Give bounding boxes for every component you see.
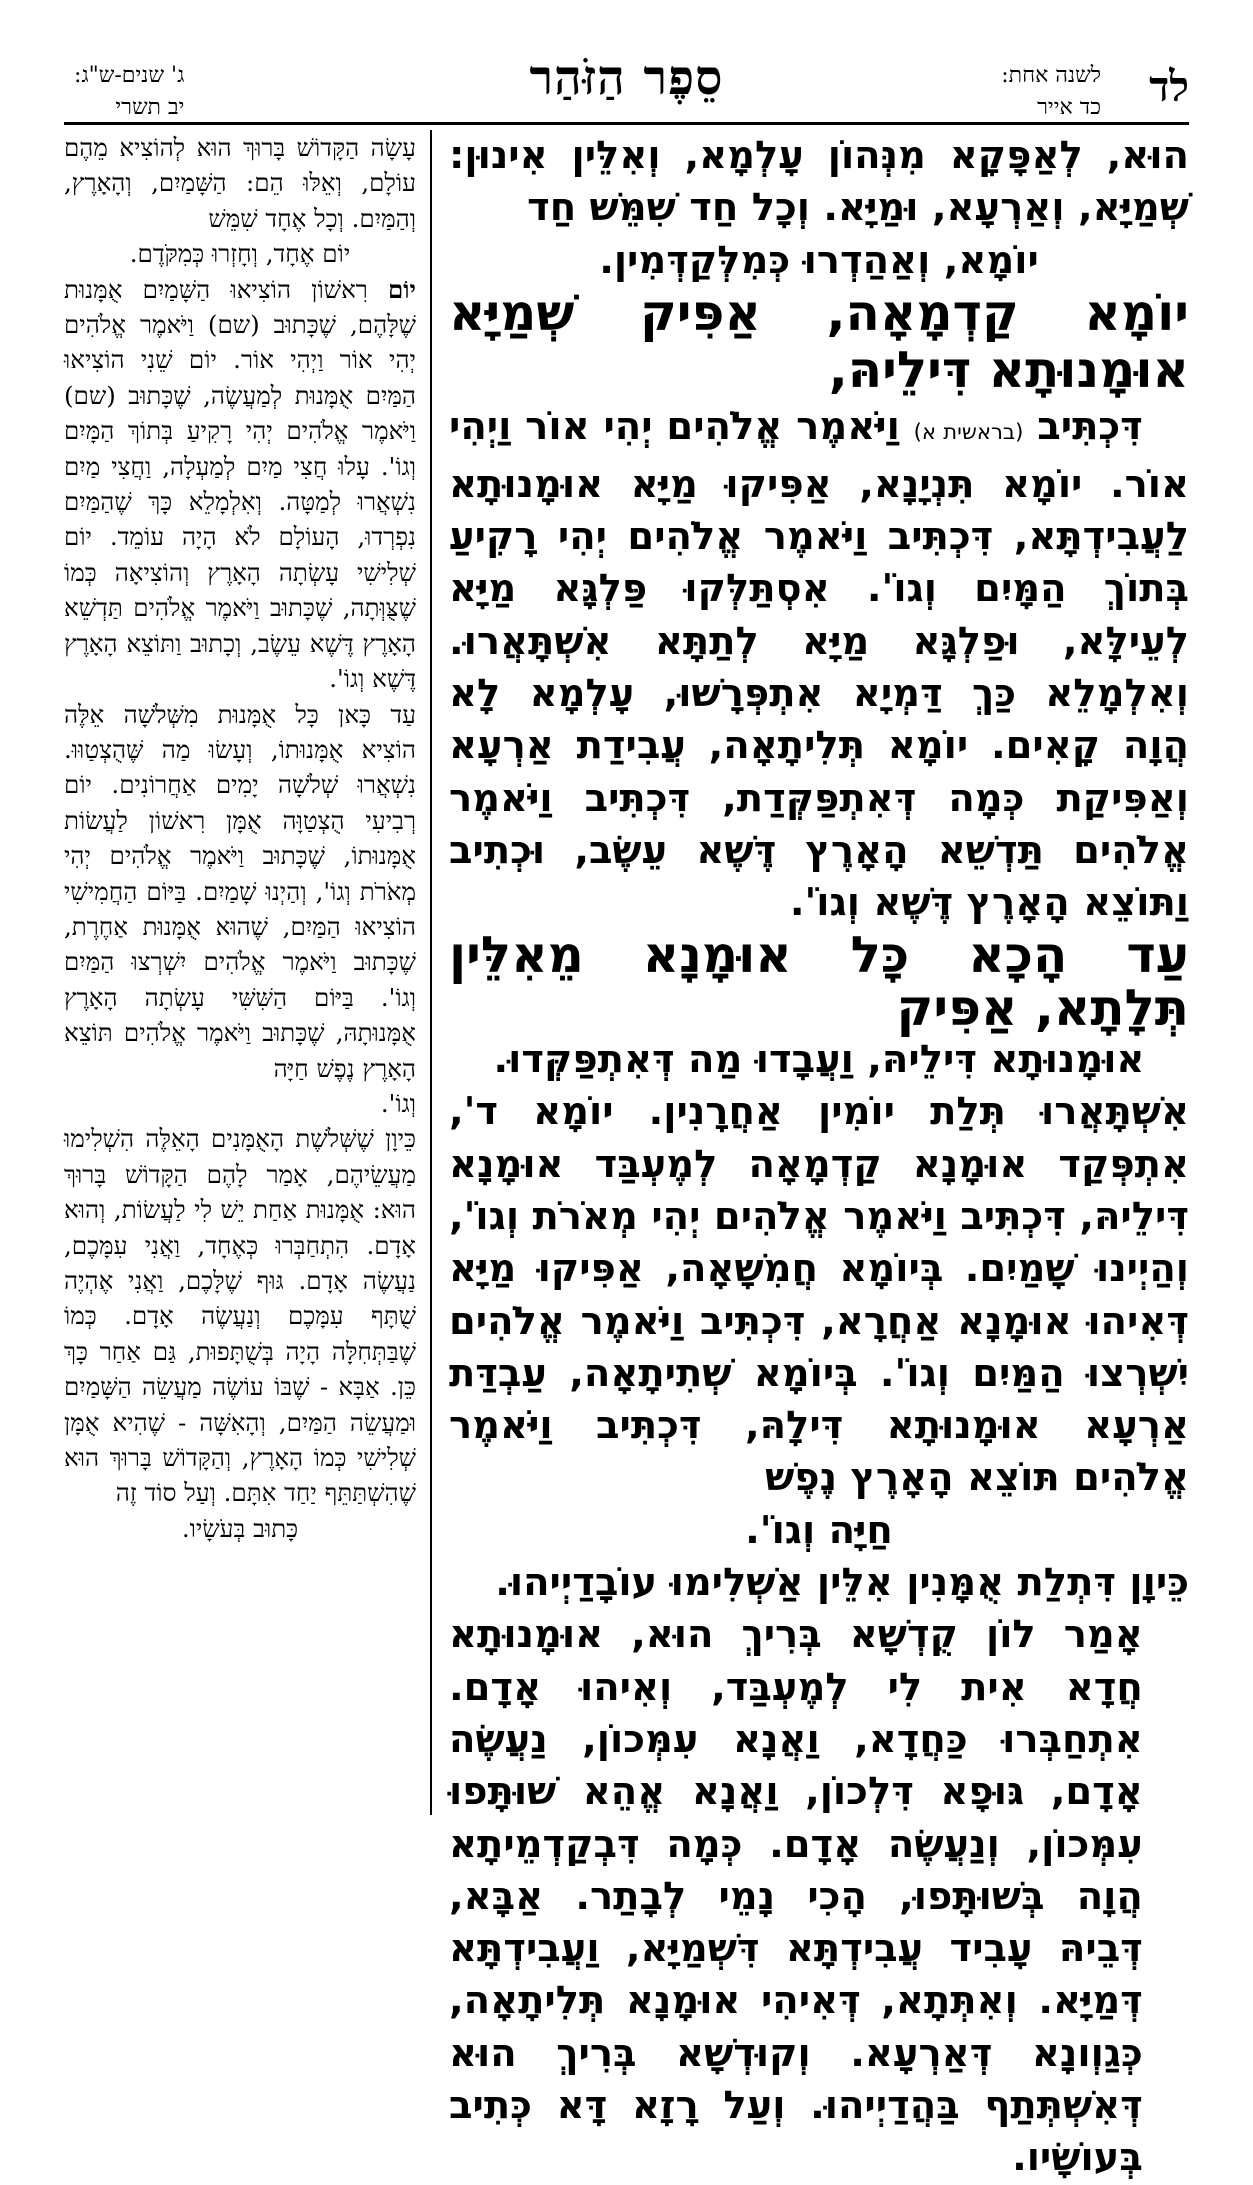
header-right-line2: כד אייר xyxy=(1037,95,1101,120)
source-reference: (בראשית א) xyxy=(913,419,1024,445)
header-rule xyxy=(64,122,1189,125)
column-divider xyxy=(430,130,432,1815)
side-paragraph xyxy=(64,272,416,697)
main-paragraph: אִשְׁתָּאֲרוּ תְּלַת יוֹמִין אַחֲרָנִין. יוֹמָא ד', אִתְפְּקַד אוּמָנָא קַדְמָאָה לְמֶעְבַּד אוּמָנָא דִּילֵיהּ, דִּכְתִּיב וַיֹּאמֶר אֱלֹהִים יְהִי מְאֹרֹת וְגוֹ', וְהַיְינוּ שָׁמַיִם. בְּיוֹמָא חֲמִשָׁאָה, אַפִּיקוּ מַיָּא דְּאִיהוּ אוּמָנָא אַחֲרָא, דִּכְתִּיב וַיֹּאמֶר אֱלֹהִים יִשְׁרְצוּ הַמַּיִם וְגוֹ'. בְּיוֹמָא שְׁתִיתָאָה, עַבְדַּת אַרְעָא אוּמָנוּתָא דִּילָהּ, דִּכְתִּיב וַיֹּאמֶר אֱלֹהִים תּוֹצֵא הָאָרֶץ נֶפֶשׁ xyxy=(449,1089,1189,1501)
header-right-line1: לשנה אחת: xyxy=(1001,63,1101,88)
main-paragraph: חַיָּה וְגוֹ'. xyxy=(745,1507,893,1553)
side-paragraph: כָּתוּב בְּעֹשָׂיו. xyxy=(181,1513,299,1543)
page-header xyxy=(64,50,1189,120)
main-paragraph xyxy=(449,283,1189,930)
hebrew-translation-column xyxy=(64,130,416,1830)
side-paragraph: כֵּיוָן שֶׁשְּׁלֹשֶׁת הָאֻמָּנִים הָאֵלֶּה הִשְׁלִימוּ מַעֲשֵׂיהֶם, אָמַר לָהֶם הַקָּדוֹשׁ בָּרוּךְ הוּא: אֻמָּנוּת אַחַת יֵשׁ לִי לַעֲשׂוֹת, וְהוּא אָדָם. הִתְחַבְּרוּ כְּאֶחָד, וַאֲנִי עִמָּכֶם, נַעֲשֶׂה אָדָם. גּוּף שֶׁלָּכֶם, וַאֲנִי אֶהְיֶה שֻׁתָּף עִמָּכֶם וְנַעֲשֶׂה אָדָם. כְּמוֹ שֶׁבַּתְּחִלָּה הָיָה בְּשֻׁתָּפוּת, גַּם אַחַר כָּךְ כֵּן. אַבָּא - שֶׁבּוֹ עוֹשֶׂה מַעֲשֵׂה הַשָּׁמַיִם וּמַעֲשֵׂה הַמַּיִם, וְהָאִשָּׁה - שֶׁהִיא אֻמָּן שְׁלִישִׁי כְּמוֹ הָאָרֶץ, וְהַקָּדוֹשׁ בָּרוּךְ הוּא שֶׁהִשְׁתַּתֵּף יַחַד אִתָּם. וְעַל סוֹד זֶה xyxy=(64,1124,416,1508)
main-paragraph: עַד הָכָא כָּל אוּמָנָא מֵאִלֵּין תְּלָתָא, אַפִּיק xyxy=(449,926,1189,1037)
aramaic-column xyxy=(449,130,1189,2181)
main-paragraph: אָמַר לוֹן קֻדְשָׁא בְּרִיךְ הוּא, אוּמָנוּתָא חֲדָא אִית לִי לְמֶעְבַּד, וְאִיהוּ אָדָם. אִתְחַבְּרוּ כַּחֲדָא, וַאֲנָא עִמְּכוֹן, נַעֲשֶׂה אָדָם, גּוּפָא דִּלְכוֹן, וַאֲנָא אֱהֵא שׁוּתָּפוּ עִמְּכוֹן, וְנַעֲשֶׂה אָדָם. כְּמָה דִּבְקַדְמֵיתָא הֲוָה בְּשׁוּתָּפוּ, הָכִי נָמֵי לְבָתַר. אַבָּא, דְּבֵיהּ עָבִיד עֲבִידְתָּא דִּשְׁמַיָּא, וַעֲבִידְתָּא דְּמַיָּא. וְאִתְּתָא, דְּאִיהִי אוּמָנָא תְּלִיתָאָה, כְּגַוְונָא דְּאַרְעָא. וְקוּדְשָׁא בְּרִיךְ הוּא דְּאִשְׁתְּתַף בַּהֲדַיְיהוּ. וְעַל רָזָא דָּא כְּתִיב בְּעוֹשָׂיו. xyxy=(449,1612,1143,2181)
main-paragraph: הוּא, לְאַפָּקָא מִנְּהוֹן עָלְמָא, וְאִלֵּין אִינוּן: שְׁמַיָּא, וְאַרְעָא, וּמַיָּא. וְכָל חַד שִׁמֵּשׁ חַד xyxy=(449,133,1189,231)
header-left-line2: יב תשרי xyxy=(115,95,185,120)
main-paragraph: אוּמָנוּתָא דִּילֵיהּ, וַעֲבָדוּ מַה דְּאִתְפַּקְּדוּ. xyxy=(493,1037,1145,1083)
header-cycle-study xyxy=(74,60,184,124)
main-opening-words: יוֹמָא קַדְמָאָה, אַפִּיק שְׁמַיָּא אוּמָנוּתָא דִּילֵיהּ, xyxy=(449,283,1189,400)
header-left-line1: ג' שנים-ש"ג: xyxy=(74,63,185,88)
side-paragraph: וְגוֹ'. xyxy=(380,1088,416,1118)
side-paragraph: עַד כָּאן כָּל אֻמָּנוּת מִשְּׁלֹשָׁה אֵלֶּה הוֹצִיא אֻמָּנוּתוֹ, וְעָשׂוּ מַה שֶּׁהֻצְטַוּוּ. נִשְׁאֲרוּ שְׁלֹשָׁה יָמִים אַחֲרוֹנִים. יוֹם רְבִיעִי הֻצְטַוָּה אֻמָּן רִאשׁוֹן לַעֲשׂוֹת אֻמָּנוּתוֹ, שֶׁכָּתוּב וַיֹּאמֶר אֱלֹהִים יְהִי מְאֹרֹת וְגוֹ', וְהַיְנוּ שָׁמַיִם. בַּיּוֹם הַחֲמִישִׁי הוֹצִיאוּ הַמַּיִם, שֶׁהוּא אֻמָּנוּת אַחֶרֶת, שֶׁכָּתוּב וַיֹּאמֶר אֱלֹהִים יִשְׁרְצוּ הַמַּיִם וְגוֹ'. בַּיּוֹם הַשִּׁשִּׁי עָשְׂתָה הָאָרֶץ אֻמָּנוּתָהּ, שֶׁכָּתוּב וַיֹּאמֶר אֱלֹהִים תּוֹצֵא הָאָרֶץ נֶפֶשׁ חַיָּה xyxy=(64,699,416,1083)
side-opening-word: יוֹם xyxy=(388,274,416,304)
side-paragraph: יוֹם אֶחָד, וְחָזְרוּ כְּמִקֹּדֶם. xyxy=(129,239,351,269)
side-text: רִאשׁוֹן הוֹצִיאוּ הַשָּׁמַיִם אֻמָּנוּת שֶׁלָּהֶם, שֶׁכָּתוּב (שם) וַיֹּאמֶר אֱלֹהִים יְהִי אוֹר וַיְהִי אוֹר. יוֹם שֵׁנִי הוֹצִיאוּ הַמַּיִם אֻמָּנוּת לְמַעֲשֶׂה, שֶׁכָּתוּב (שם) וַיֹּאמֶר אֱלֹהִים יְהִי רָקִיעַ בְּתוֹךְ הַמָּיִם וְגוֹ'. עָלוּ חֲצִי מַיִם לְמַעְלָה, וַחֲצִי מַיִם נִשְׁאֲרוּ לְמַטָּה. וְאִלְמָלֵא כָּךְ שֶׁהַמַּיִם נִפְרְדוּ, הָעוֹלָם לֹא הָיָה עוֹמֵד. יוֹם שְׁלִישִׁי עָשְׂתָה הָאָרֶץ וְהוֹצִיאָה כְּמוֹ שֶׁצֻּוְּתָה, שֶׁכָּתוּב וַיֹּאמֶר אֱלֹהִים תַּדְשֵׁא הָאָרֶץ דֶּשֶׁא עֵשֶׂב, וְכָתוּב וַתּוֹצֵא הָאָרֶץ דֶּשֶׁא וְגוֹ'. xyxy=(64,274,416,694)
page-number: לד xyxy=(1149,62,1189,111)
main-paragraph: כֵּיוָן דִּתְלַת אֻמָּנִין אִלֵּין אַשְׁלִימוּ עוֹבָדַיְיהוּ. xyxy=(495,1560,1189,1606)
side-paragraph: עָשָׂה הַקָּדוֹשׁ בָּרוּךְ הוּא לְהוֹצִיא מֵהֶם עוֹלָם, וְאֵלּוּ הֵם: הַשָּׁמַיִם, וְהָאָרֶץ, וְהַמַּיִם. וְכָל אֶחָד שִׁמֵּשׁ xyxy=(64,133,416,233)
main-text: דִּכְתִּיב xyxy=(1037,404,1143,450)
main-paragraph: יוֹמָא, וְאַהַדְרוּ כְּמִלְּקַדְּמִין. xyxy=(599,237,1039,283)
book-title: סֵפֶר הַזֹּהַר xyxy=(529,50,724,106)
main-text: וַיֹּאמֶר אֱלֹהִים יְהִי אוֹר וַיְהִי אוֹר. יוֹמָא תִּנְיָנָא, אַפִּיקוּ מַיָּא אוּמָנוּתָא לַעֲבִידְתָּא, דִּכְתִּיב וַיֹּאמֶר אֱלֹהִים יְהִי רָקִיעַ בְּתוֹךְ הַמָּיִם וְגוֹ'. אִסְתַּלְּקוּ פַּלְגָּא מַיָּא לְעֵילָּא, וּפַלְגָּא מַיָּא לְתַתָּא אִשְׁתָּאֲרוּ. וְאִלְמָלֵא כַּךְ דַּמְיָא אִתְפְּרָשׁוּ, עָלְמָא לָא הֲוָה קָאִים. יוֹמָא תְּלִיתָאָה, עֲבִידַת אַרְעָא וְאַפִּיקַת כְּמָה דְּאִתְפַּקְּדַת, דִּכְתִּיב וַיֹּאמֶר אֱלֹהִים תַּדְשֵׁא הָאָרֶץ דֶּשֶׁא עֵשֶׂב, וּכְתִיב וַתּוֹצֵא הָאָרֶץ דֶּשֶׁא וְגוֹ'. xyxy=(449,404,1189,926)
